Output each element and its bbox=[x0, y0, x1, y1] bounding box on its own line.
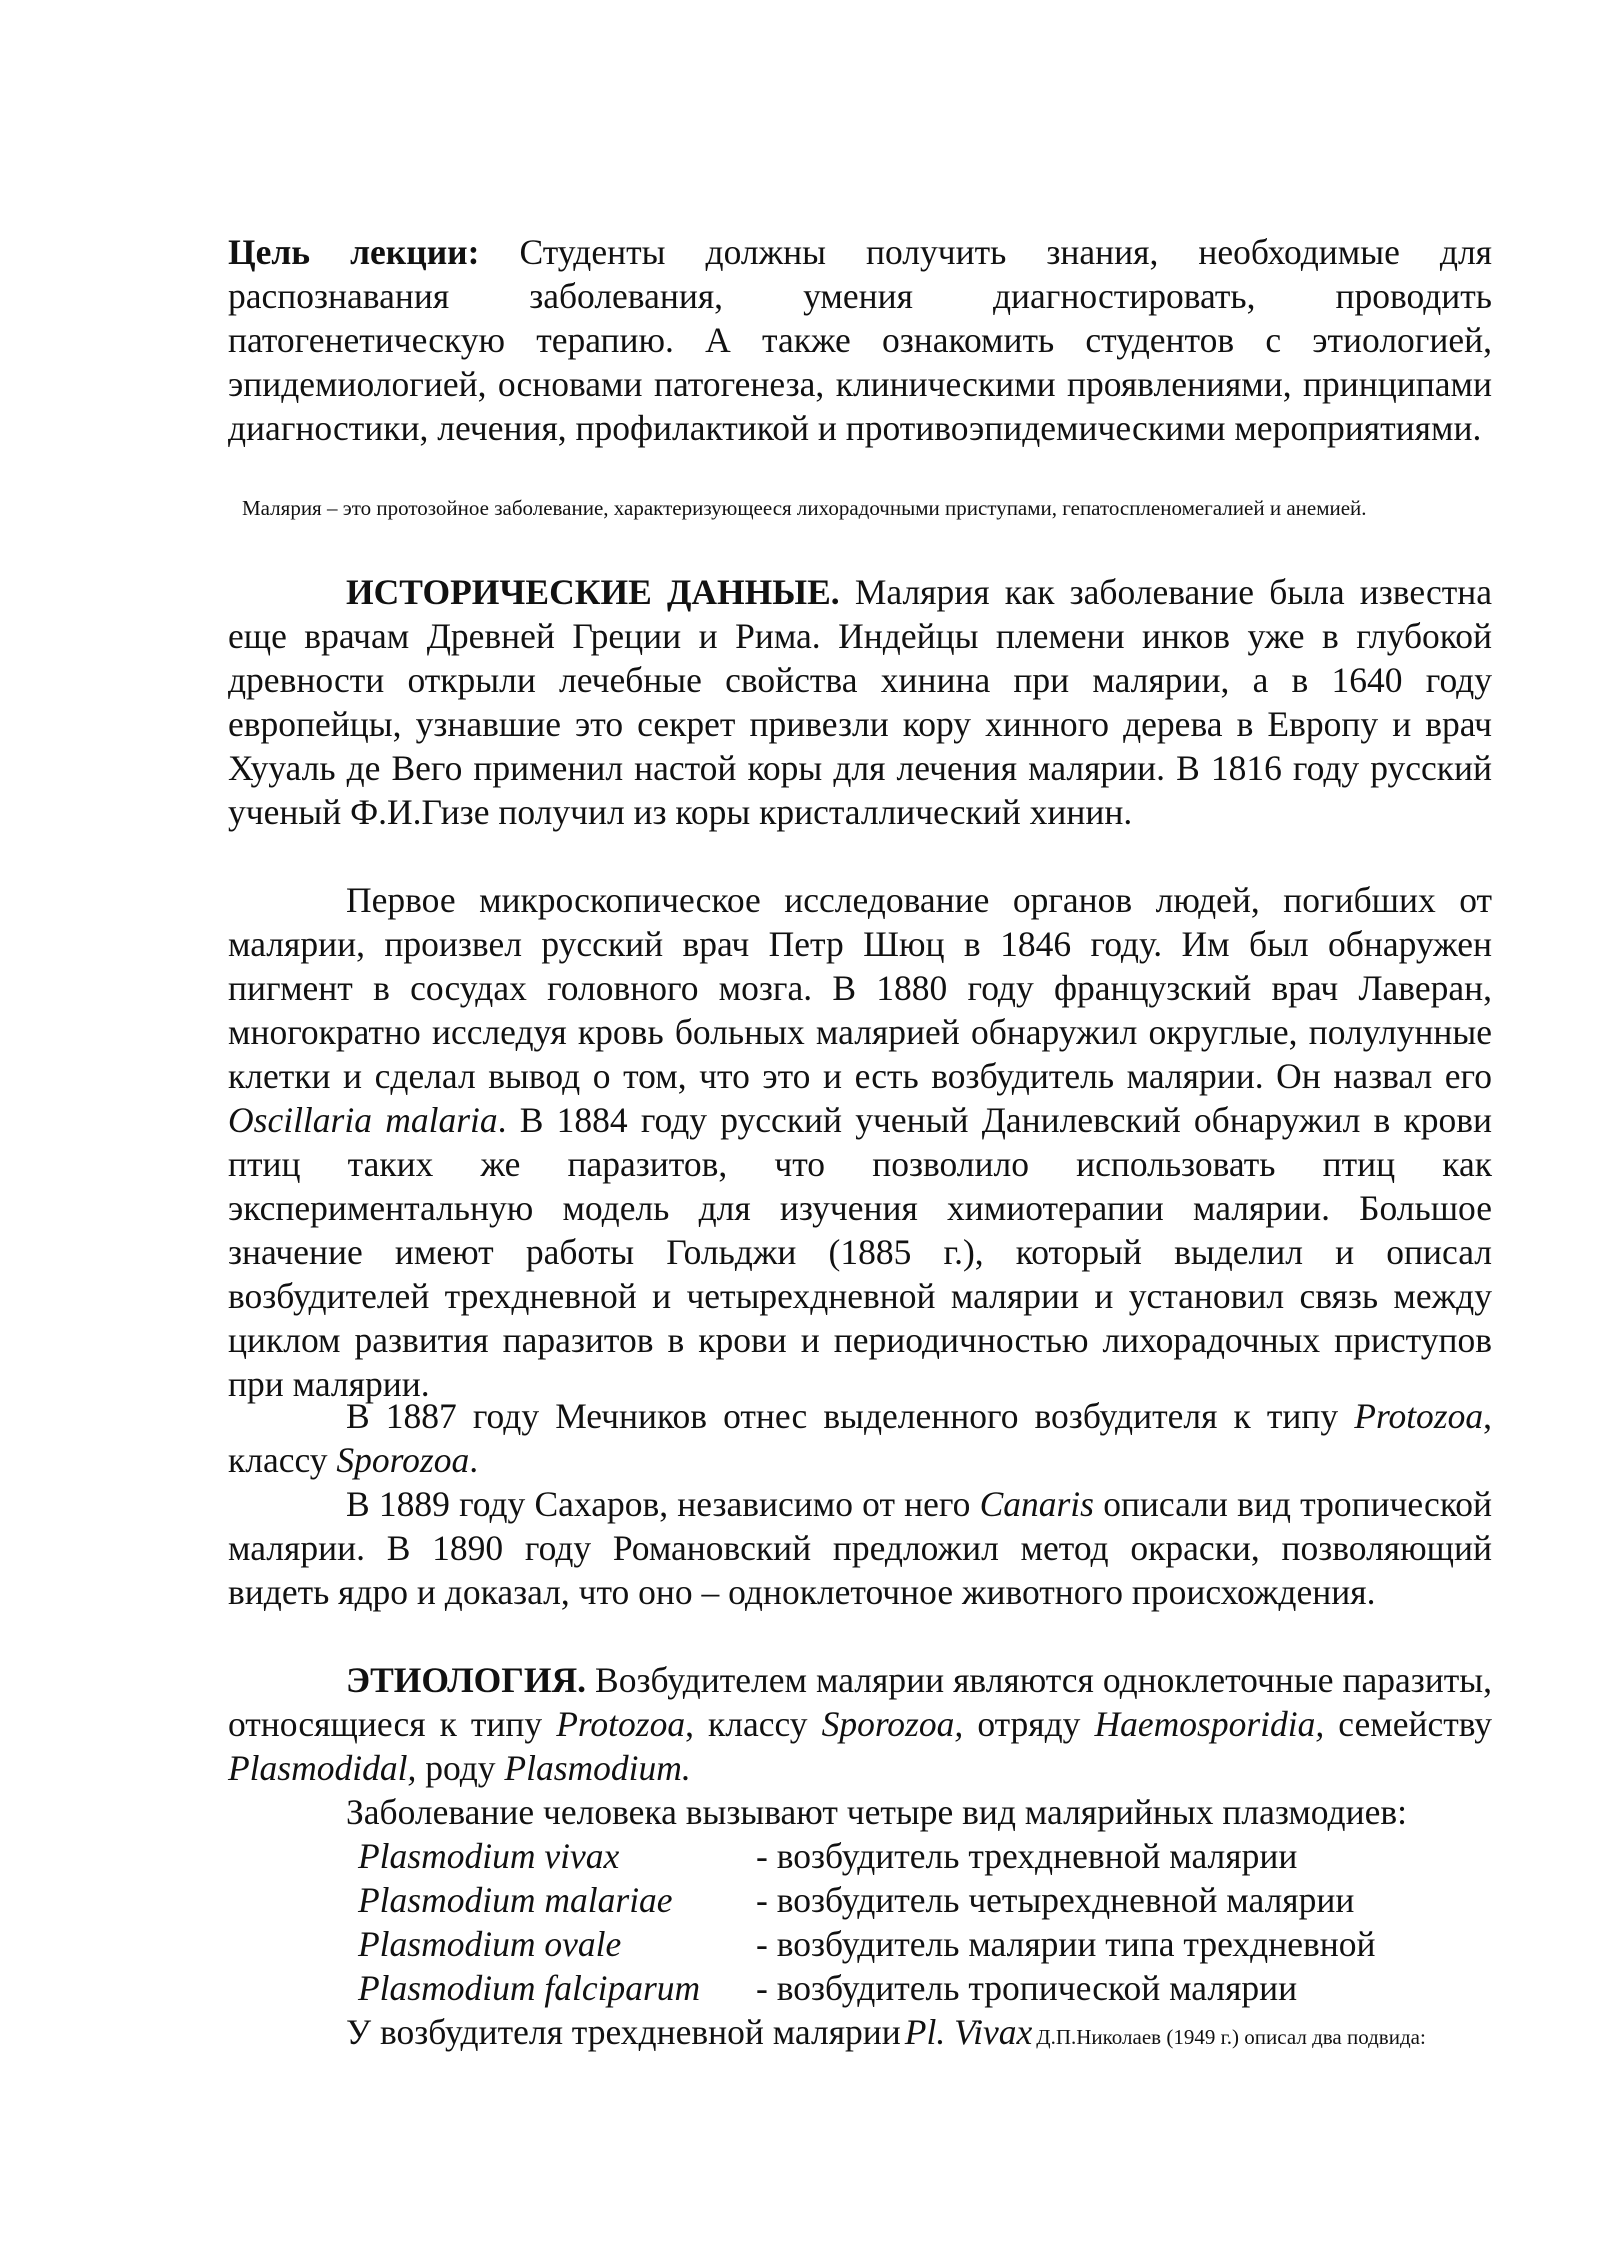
etiology-class: Sporozoa, bbox=[821, 1704, 964, 1744]
history-heading: ИСТОРИЧЕСКИЕ ДАННЫЕ. bbox=[346, 572, 840, 612]
species-list bbox=[358, 1834, 1498, 2010]
species-name: Plasmodium falciparum bbox=[358, 1968, 701, 2008]
etiology-type: Protozoa bbox=[556, 1704, 686, 1744]
history-paragraph-3 bbox=[228, 1394, 1492, 1482]
etiology-text-2: , классу bbox=[685, 1704, 808, 1744]
lecture-goal-text: Студенты должны получить знания, необходимые для распознавания заболевания, умения диагностировать, проводить патогенетическую терапию. А также ознакомить студентов с этиологией, эпидемиологией, основами патогенеза, клиническими проявлениями, принципами диагностики, лечения, профилактикой и противоэпидемическими мероприятиями. bbox=[228, 232, 1493, 448]
species-row bbox=[358, 1834, 1498, 1878]
subspecies-text-a: У возбудителя трехдневной малярии bbox=[346, 2012, 901, 2052]
history-paragraph-1 bbox=[228, 570, 1492, 834]
species-desc: - возбудитель малярии типа трехдневной bbox=[756, 1924, 1376, 1964]
subspecies-text-b: Д.П.Николаев (1949 г.) описал два подвида: bbox=[1036, 2025, 1426, 2049]
etiology-text-1: Возбудителем малярии являются одноклеточные паразиты, относящиеся к типу bbox=[228, 1660, 1492, 1744]
species-name: Plasmodium vivax bbox=[358, 1836, 620, 1876]
lecture-goal-label: Цель лекции: bbox=[228, 232, 480, 272]
name-canaris: Canaris bbox=[979, 1484, 1094, 1524]
lecture-goal-paragraph bbox=[228, 230, 1492, 450]
species-desc: - возбудитель тропической малярии bbox=[756, 1968, 1298, 2008]
history-text-3b: , классу bbox=[228, 1396, 1493, 1480]
etiology-order: Haemosporidia, bbox=[1094, 1704, 1325, 1744]
history-paragraph-2 bbox=[228, 878, 1492, 1406]
species-row bbox=[358, 1878, 1498, 1922]
history-text-4a: В 1889 году Сахаров, независимо от него bbox=[346, 1484, 971, 1524]
etiology-paragraph bbox=[228, 1658, 1492, 1790]
malaria-definition: Малярия – это протозойное заболевание, характеризующееся лихорадочными приступами, гепатоспленомегалией и анемией. bbox=[242, 496, 1367, 520]
species-desc: - возбудитель четырехдневной малярии bbox=[756, 1880, 1355, 1920]
history-text-2b: . В 1884 году русский ученый Данилевский обнаружил в крови птиц таких же паразитов, что позволило использовать птиц как экспериментальную модель для изучения химиотерапии малярии. Большое значение имеют работы Гольджи (1885 г.), который выделил и описал возбудителей трехдневной и четырехдневной малярии и установил связь между циклом развития паразитов в крови и периодичностью лихорадочных приступов при малярии. bbox=[228, 1100, 1492, 1404]
class-sporozoa: Sporozoa bbox=[336, 1440, 470, 1480]
history-text-2a: Первое микроскопическое исследование органов людей, погибших от малярии, произвел русский врач Петр Шюц в 1846 году. Им был обнаружен пигмент в сосудах головного мозга. В 1880 году французский врач Лаверан, многократно исследуя кровь больных малярией обнаружил округлые, полулунные клетки и сделал вывод о том, что это и есть возбудитель малярии. Он назвал его bbox=[228, 880, 1492, 1096]
history-text-1: Малярия как заболевание была известна еще врачам Древней Греции и Рима. Индейцы племени инков уже в глубокой древности открыли лечебные свойства хинина при малярии, а в 1640 году европейцы, узнавшие это секрет привезли кору хинного дерева в Европу и врач Хууаль де Вего применил настой коры для лечения малярии. В 1816 году русский ученый Ф.И.Гизе получил из коры кристаллический хинин. bbox=[228, 572, 1492, 832]
etiology-genus: Plasmodium. bbox=[504, 1748, 691, 1788]
etiology-text-5: роду bbox=[425, 1748, 496, 1788]
history-paragraph-4 bbox=[228, 1482, 1492, 1614]
species-row bbox=[358, 1966, 1498, 2010]
species-pl-vivax: Pl. Vivax bbox=[904, 2012, 1033, 2052]
etiology-text-4: семейству bbox=[1338, 1704, 1493, 1744]
history-text-3c: . bbox=[469, 1440, 479, 1480]
species-oscillaria: Oscillaria malaria bbox=[228, 1100, 498, 1140]
etiology-heading: ЭТИОЛОГИЯ. bbox=[346, 1660, 586, 1700]
history-text-4b: описали вид тропической малярии. В 1890 году Романовский предложил метод окраски, позволяющий видеть ядро и доказал, что оно – одноклеточное животного происхождения. bbox=[228, 1484, 1493, 1612]
species-intro: Заболевание человека вызывают четыре вид малярийных плазмодиев: bbox=[346, 1792, 1407, 1832]
subspecies-paragraph bbox=[228, 2010, 1492, 2054]
history-text-3a: В 1887 году Мечников отнес выделенного возбудителя к типу bbox=[346, 1396, 1339, 1436]
type-protozoa: Protozoa bbox=[1354, 1396, 1484, 1436]
species-desc: - возбудитель трехдневной малярии bbox=[756, 1836, 1298, 1876]
etiology-family: Plasmodidal, bbox=[228, 1748, 417, 1788]
species-name: Plasmodium ovale bbox=[358, 1924, 622, 1964]
species-name: Plasmodium malariae bbox=[358, 1880, 673, 1920]
species-row bbox=[358, 1922, 1498, 1966]
etiology-text-3: отряду bbox=[977, 1704, 1081, 1744]
